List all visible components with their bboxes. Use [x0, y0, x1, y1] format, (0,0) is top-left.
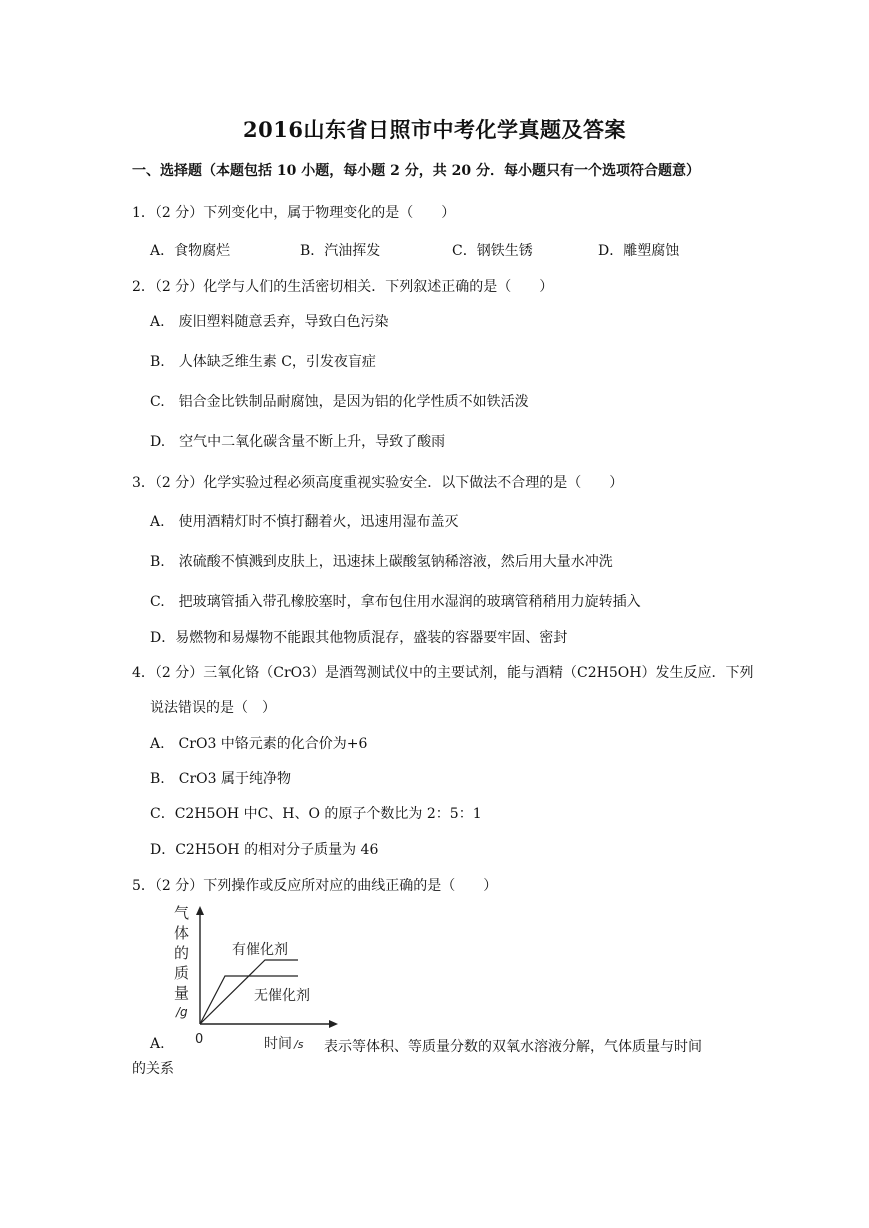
q1-option-c: C．钢铁生锈	[452, 243, 533, 259]
q5-option-a-text-cont: 的关系	[132, 1061, 174, 1077]
graph-x-unit: /s	[294, 1038, 304, 1051]
question-4-stem-cont: 说法错误的是（ ）	[150, 700, 276, 716]
q1-option-d: D．雕塑腐蚀	[598, 243, 680, 259]
graph-y-arrow	[196, 906, 204, 915]
graph-ylabel-char-3: 的	[174, 944, 190, 962]
graph-origin-label: 0	[195, 1032, 204, 1047]
q1-option-a: A．食物腐烂	[150, 243, 231, 259]
question-5-stem: 5．（2 分）下列操作或反应所对应的曲线正确的是（ ）	[132, 878, 498, 894]
q3-option-c: C. 把玻璃管插入带孔橡胶塞时，拿布包住用水湿润的玻璃管稍稍用力旋转插入	[150, 594, 641, 610]
q2-option-d: D. 空气中二氧化碳含量不断上升，导致了酸雨	[150, 434, 446, 450]
q2-option-b: B. 人体缺乏维生素 C，引发夜盲症	[150, 354, 376, 370]
q5-option-a-letter: A.	[150, 1036, 165, 1052]
section-header: 一、选择题（本题包括 10 小题，每小题 2 分，共 20 分．每小题只有一个选项符合题意）	[132, 163, 700, 179]
page-title: 2016山东省日照市中考化学真题及答案	[243, 117, 626, 142]
graph-x-arrow	[329, 1020, 338, 1028]
question-1-stem: 1．（2 分）下列变化中，属于物理变化的是（ ）	[132, 205, 456, 221]
graph-label-catalyst: 有催化剂	[232, 942, 288, 958]
graph-y-unit: /g	[176, 1005, 188, 1019]
graph-xlabel: 时间	[264, 1036, 292, 1052]
q3-option-b: B. 浓硫酸不慎溅到皮肤上，迅速抹上碳酸氢钠稀溶液，然后用大量水冲洗	[150, 554, 613, 570]
question-3-stem: 3．（2 分）化学实验过程必须高度重视实验安全．以下做法不合理的是（ ）	[132, 475, 624, 491]
q3-option-a: A. 使用酒精灯时不慎打翻着火，迅速用湿布盖灭	[150, 514, 459, 530]
q4-option-d: D．C2H5OH 的相对分子质量为 46	[150, 842, 379, 858]
graph-label-no-catalyst: 无催化剂	[254, 988, 310, 1004]
q4-option-b: B. CrO3 属于纯净物	[150, 771, 291, 787]
q5-option-a-graph	[170, 902, 340, 1052]
q4-option-a: A. CrO3 中铬元素的化合价为+6	[150, 736, 368, 752]
graph-ylabel-char-1: 气	[174, 904, 190, 922]
graph-ylabel-char-5: 量	[174, 984, 190, 1002]
question-4-stem: 4．（2 分）三氧化铬（CrO3）是酒驾测试仪中的主要试剂，能与酒精（C2H5OH）发生反应．下列	[132, 665, 754, 681]
question-2-stem: 2．（2 分）化学与人们的生活密切相关．下列叙述正确的是（ ）	[132, 279, 554, 295]
graph-ylabel-char-2: 体	[174, 924, 190, 942]
q1-option-b: B．汽油挥发	[300, 243, 381, 259]
q5-option-a-text: 表示等体积、等质量分数的双氧水溶液分解，气体质量与时间	[324, 1039, 702, 1055]
q2-option-c: C. 铝合金比铁制品耐腐蚀，是因为铝的化学性质不如铁活泼	[150, 394, 529, 410]
q4-option-c: C．C2H5OH 中C、H、O 的原子个数比为 2：5：1	[150, 806, 482, 822]
q2-option-a: A. 废旧塑料随意丢弃，导致白色污染	[150, 314, 389, 330]
graph-ylabel-char-4: 质	[174, 964, 190, 982]
q3-option-d: D．易燃物和易爆物不能跟其他物质混存，盛装的容器要牢固、密封	[150, 630, 568, 646]
